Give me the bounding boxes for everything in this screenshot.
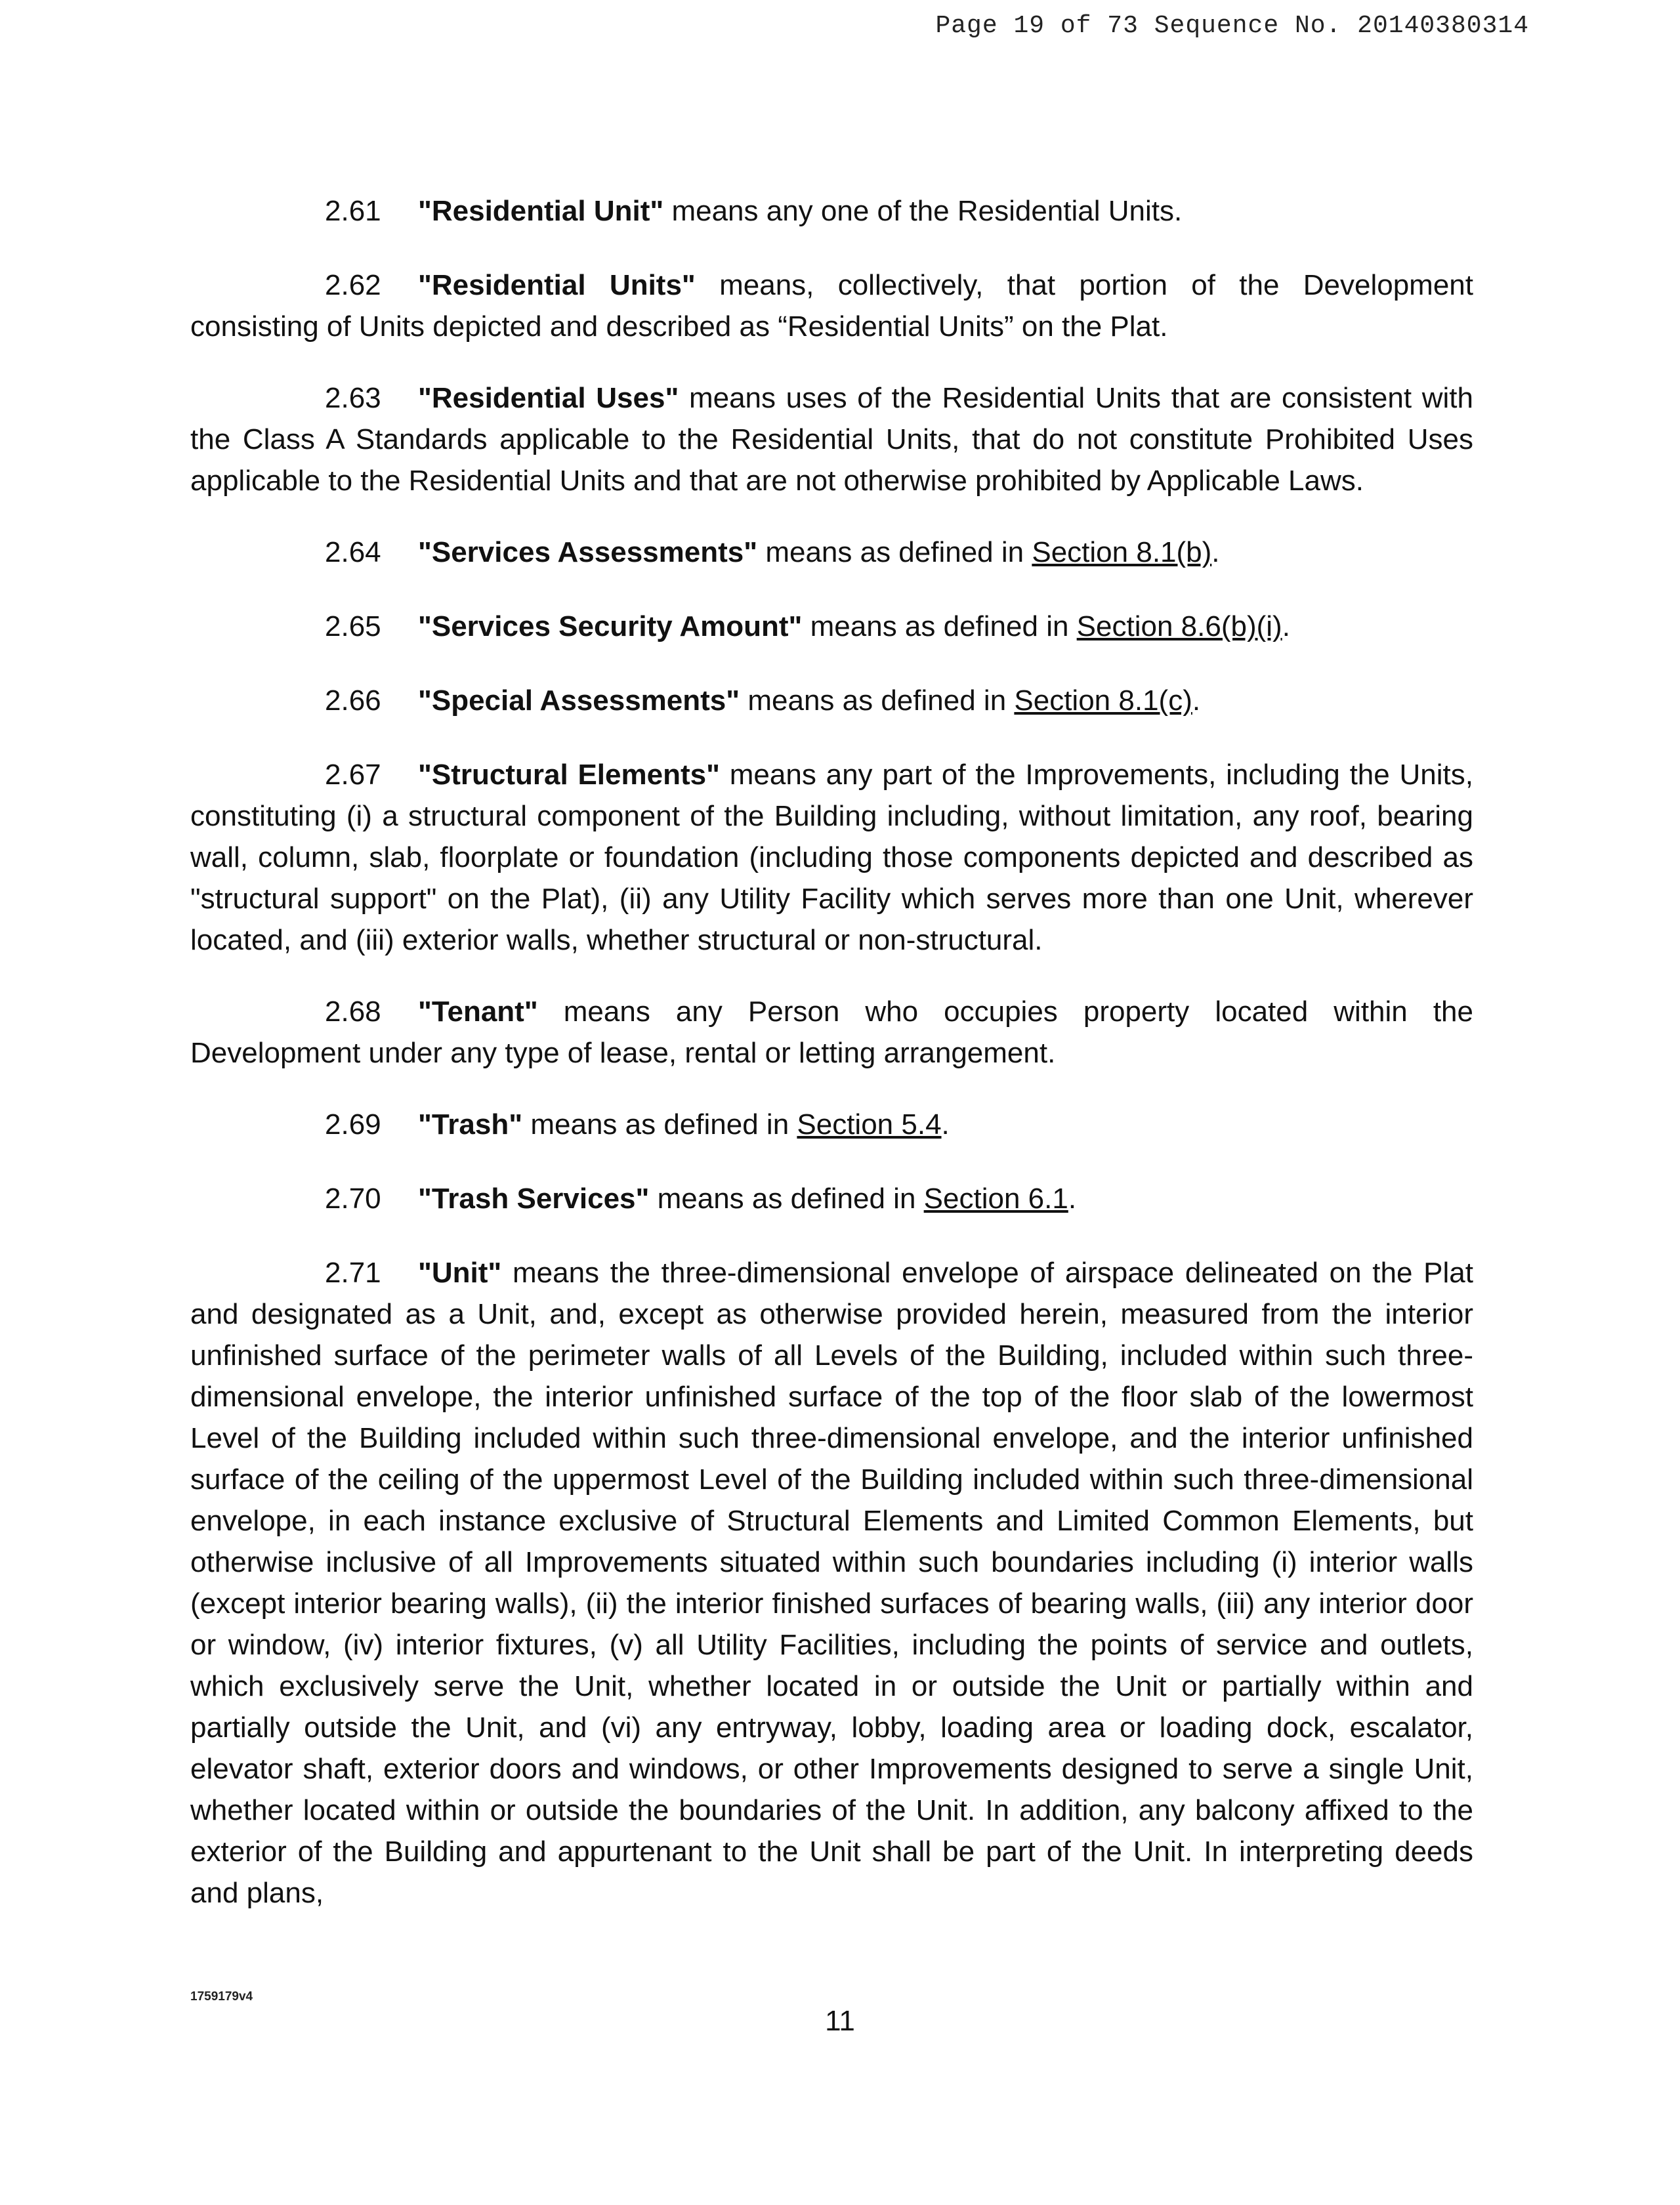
section-number: 2.62 (325, 269, 381, 301)
punctuation: . (1192, 684, 1201, 717)
page-sequence-header: Page 19 of 73 Sequence No. 20140380314 (935, 12, 1529, 40)
section-number: 2.61 (325, 195, 381, 227)
definition-2-70 (190, 1178, 1473, 1219)
defined-term: "Services Assessments" (418, 536, 758, 568)
definition-2-67 (190, 754, 1473, 961)
definition-text: means any part of the Improvements, including the Units, constituting (i) a structural component of the Building including, without limitation, any roof, bearing wall, column, slab, floorplate or foundation (including those components depicted and described as "structural support" on the Plat), (ii) any Utility Facility which serves more than one Unit, wherever located, and (iii) exterior walls, whether structural or non-structural. (190, 759, 1473, 956)
definition-text: means uses of the Residential Units that are consistent with the Class A Standards applicable to the Residential Units, that do not constitute Prohibited Uses applicable to the Residential Units and that are not otherwise prohibited by Applicable Laws. (190, 382, 1473, 497)
definition-2-69 (190, 1104, 1473, 1145)
page-number: 11 (825, 2005, 855, 2037)
definition-text: means any one of the Residential Units. (663, 195, 1183, 227)
punctuation: . (941, 1108, 950, 1141)
defined-term: "Services Security Amount" (418, 610, 803, 642)
punctuation: . (1282, 610, 1290, 642)
section-reference: Section 8.1(c) (1014, 684, 1192, 717)
section-number: 2.68 (325, 996, 381, 1028)
section-number: 2.63 (325, 382, 381, 414)
section-reference: Section 6.1 (923, 1183, 1068, 1215)
definition-2-64 (190, 532, 1473, 573)
section-reference: Section 8.1(b) (1032, 536, 1212, 568)
defined-term: "Special Assessments" (418, 684, 740, 717)
defined-term: "Trash" (418, 1108, 523, 1141)
section-number: 2.64 (325, 536, 381, 568)
defined-term: "Tenant" (418, 996, 538, 1028)
document-body (190, 190, 1473, 1944)
definition-text: means as defined in (757, 536, 1032, 568)
definition-2-61 (190, 190, 1473, 232)
defined-term: "Residential Unit" (418, 195, 664, 227)
definition-text: means any Person who occupies property located within the Development under any type of lease, rental or letting arrangement. (190, 996, 1473, 1069)
defined-term: "Residential Uses" (418, 382, 679, 414)
defined-term: "Residential Units" (418, 269, 696, 301)
definition-text: means, collectively, that portion of the Development consisting of Units depicted and described as “Residential Units” on the Plat. (190, 269, 1473, 343)
section-number: 2.66 (325, 684, 381, 717)
section-reference: Section 5.4 (797, 1108, 942, 1141)
section-reference: Section 8.6(b)(i) (1076, 610, 1282, 642)
definition-2-65 (190, 606, 1473, 647)
defined-term: "Unit" (418, 1257, 502, 1289)
section-number: 2.70 (325, 1183, 381, 1215)
definition-text: means as defined in (740, 684, 1015, 717)
definition-text: means as defined in (649, 1183, 924, 1215)
defined-term: "Structural Elements" (418, 759, 720, 791)
definition-text: means as defined in (522, 1108, 797, 1141)
definition-2-68 (190, 991, 1473, 1074)
defined-term: "Trash Services" (418, 1183, 650, 1215)
section-number: 2.71 (325, 1257, 381, 1289)
punctuation: . (1068, 1183, 1077, 1215)
definition-text: means as defined in (802, 610, 1077, 642)
section-number: 2.67 (325, 759, 381, 791)
definition-2-71 (190, 1252, 1473, 1914)
definition-2-63 (190, 377, 1473, 501)
punctuation: . (1211, 536, 1220, 568)
section-number: 2.65 (325, 610, 381, 642)
document-id: 1759179v4 (190, 1990, 253, 2004)
definition-text: means the three-dimensional envelope of airspace delineated on the Plat and designated as a Unit, and, except as otherwise provided herein, measured from the interior unfinished surface of the perimeter walls of all Levels of the Building, included within such three-dimensional envelope, the interior unfinished surface of the top of the floor slab of the lowermost Level of the Building included within such three-dimensional envelope, and the interior unfinished surface of the ceiling of the uppermost Level of the Building included within such three-dimensional envelope, in each instance exclusive of Structural Elements and Limited Common Elements, but otherwise inclusive of all Improvements situated within such boundaries including (i) interior walls (except interior bearing walls), (ii) the interior finished surfaces of bearing walls, (iii) any interior door or window, (iv) interior fixtures, (v) all Utility Facilities, including the points of service and outlets, which exclusively serve the Unit, whether located in or outside the Unit or partially within and partially outside the Unit, and (vi) any entryway, lobby, loading area or loading dock, escalator, elevator shaft, exterior doors and windows, or other Improvements designed to serve a single Unit, whether located within or outside the boundaries of the Unit. In addition, any balcony affixed to the exterior of the Building and appurtenant to the Unit shall be part of the Unit. In interpreting deeds and plans, (190, 1257, 1473, 1909)
definition-2-62 (190, 264, 1473, 347)
section-number: 2.69 (325, 1108, 381, 1141)
definition-2-66 (190, 680, 1473, 721)
